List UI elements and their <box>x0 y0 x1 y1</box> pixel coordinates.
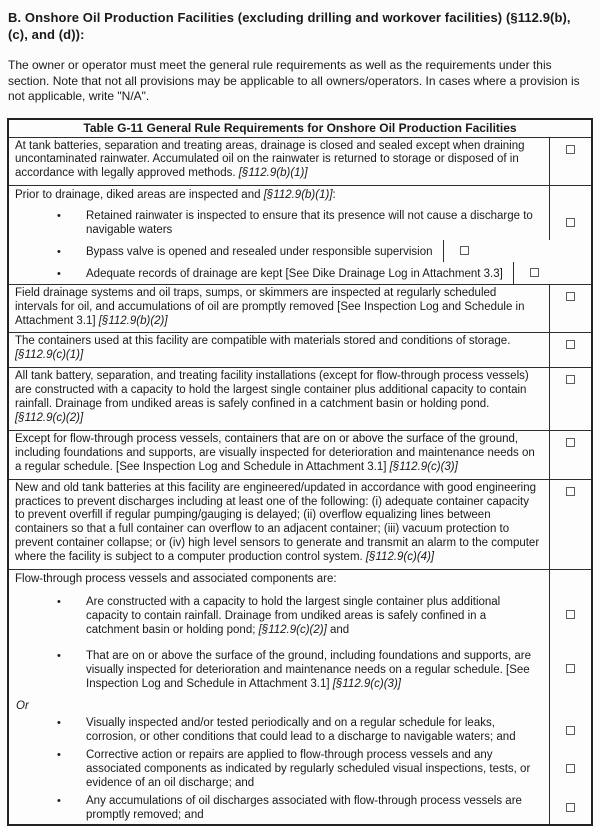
table-subrow <box>9 262 591 284</box>
checkbox-cell <box>549 792 591 824</box>
requirement-text: and <box>326 623 350 636</box>
requirement-checkbox[interactable] <box>460 246 469 255</box>
checkbox-cell <box>549 285 591 333</box>
checkbox-cell <box>549 588 591 642</box>
table-subrow <box>9 240 591 262</box>
requirement-intro <box>9 570 549 588</box>
table-subrow <box>9 186 591 204</box>
table-row <box>9 185 591 284</box>
requirement-cell <box>9 480 549 569</box>
requirement-checkbox[interactable] <box>566 610 575 619</box>
table-subrow <box>9 714 591 746</box>
table-subrow <box>9 695 591 714</box>
bullet-text <box>86 246 435 260</box>
requirement-text: Any accumulations of oil discharges associated with flow-through process vessels are promptly removed; and <box>86 794 522 821</box>
checkbox-cell <box>549 186 591 204</box>
or-label <box>9 695 549 714</box>
requirement-text: Field drainage systems and oil traps, sumps, or skimmers are inspected at regularly scheduled intervals for oil, and accumulations of oil are promptly removed [See Inspection Log and Schedule in Attachment 3.1] <box>15 286 525 327</box>
requirements-table-rows <box>9 138 591 824</box>
bullet-icon: • <box>57 595 61 608</box>
table-subrow <box>9 368 591 430</box>
requirement-checkbox[interactable] <box>566 340 575 349</box>
checkbox-cell <box>549 570 591 588</box>
requirement-checkbox[interactable] <box>566 218 575 227</box>
table-row <box>9 332 591 367</box>
bullet-icon: • <box>57 245 61 258</box>
requirement-cell <box>9 368 549 430</box>
requirement-cell <box>9 431 549 479</box>
table-subrow <box>9 480 591 569</box>
citation-text: [§112.9(c)(1)] <box>15 349 84 362</box>
checkbox-cell <box>549 714 591 746</box>
requirement-checkbox[interactable] <box>566 375 575 384</box>
citation-text: [§112.9(c)(2)] <box>15 412 84 424</box>
citation-text: [§112.9(c)(3)] <box>332 677 401 690</box>
table-row <box>9 430 591 479</box>
requirement-checkbox[interactable] <box>566 438 575 447</box>
bullet-text <box>86 596 541 638</box>
bullet-text <box>86 268 505 282</box>
table-subrow <box>9 204 591 240</box>
citation-text: [§112.9(c)(4)] <box>365 551 435 564</box>
citation-text: [§112.9(b)(1)] <box>263 189 333 202</box>
requirement-text: That are on or above the surface of the ground, including foundations and supports, are visually inspected for deterioration and maintenance needs on a regular schedule. [See Inspection Log and Schedule in Attachment 3.1] <box>86 649 531 690</box>
bullet-icon: • <box>57 267 61 280</box>
checkbox-cell <box>549 642 591 696</box>
citation-text: [§112.9(b)(2)] <box>98 314 168 327</box>
table-row <box>9 138 591 186</box>
bullet-text <box>86 749 541 791</box>
bullet-item <box>9 746 549 792</box>
bullet-icon: • <box>57 794 61 807</box>
requirement-text: Are constructed with a capacity to hold the largest single container plus additional capacity to contain rainfall. Drainage from undiked areas is safely confined in a catchment basin or holding pond; <box>86 595 501 636</box>
table-subrow <box>9 570 591 588</box>
bullet-text <box>86 210 541 238</box>
citation-text: [§112.9(c)(3)] <box>389 460 458 473</box>
requirement-text: Corrective action or repairs are applied to flow-through process vessels and any associated components as indicated by regularly scheduled visual inspections, tests, or evidence of an oil discharge; and <box>86 749 531 789</box>
checkbox-cell <box>549 204 591 240</box>
checkbox-cell <box>513 262 555 284</box>
bullet-text <box>86 650 541 692</box>
requirement-text: Prior to drainage, diked areas are inspected and <box>15 189 264 202</box>
requirement-checkbox[interactable] <box>566 292 575 301</box>
table-subrow <box>9 333 591 367</box>
checkbox-cell <box>549 368 591 430</box>
checkbox-cell <box>549 746 591 792</box>
citation-text: [§112.9(b)(1)] <box>238 167 308 180</box>
checkbox-cell <box>549 333 591 367</box>
table-subrow <box>9 588 591 642</box>
requirement-checkbox[interactable] <box>566 726 575 735</box>
table-subrow <box>9 285 591 333</box>
bullet-icon: • <box>57 749 61 762</box>
citation-text: Or <box>16 700 29 713</box>
checkbox-cell <box>549 695 591 714</box>
requirement-checkbox[interactable] <box>566 803 575 812</box>
requirement-text: Visually inspected and/or tested periodically and on a regular schedule for leaks, corrosion, or other conditions that could lead to a discharge to navigable waters; and <box>86 717 516 744</box>
requirement-text: New and old tank batteries at this facility are engineered/updated in accordance with good engineering practices to prevent discharges including at least one of the following: (i) adequate container capacity to prevent overfill if regular pumping/gauging is delayed; (ii) overflow equalizing lines between containers so that a full container can overflow to an adjacent container; (iii) vacuum protection to prevent container collapse; or (iv) high level sensors to generate and transmit an alarm to the computer where the facility is subject to a computer production control system. <box>15 481 540 564</box>
requirement-checkbox[interactable] <box>566 764 575 773</box>
bullet-icon: • <box>57 649 61 662</box>
bullet-item <box>9 240 443 262</box>
requirement-checkbox[interactable] <box>566 487 575 496</box>
table-title: Table G-11 General Rule Requirements for Onshore Oil Production Facilities <box>9 120 591 138</box>
table-row <box>9 479 591 569</box>
bullet-item <box>9 714 549 746</box>
requirement-checkbox[interactable] <box>566 145 575 154</box>
table-subrow <box>9 138 591 186</box>
table-row <box>9 569 591 824</box>
bullet-item <box>9 792 549 824</box>
table-subrow <box>9 431 591 479</box>
table-subrow <box>9 792 591 824</box>
bullet-text <box>86 795 541 823</box>
checkbox-cell <box>549 431 591 479</box>
requirement-text: The containers used at this facility are compatible with materials stored and conditions of storage. <box>15 335 511 348</box>
requirement-text: All tank battery, separation, and treating facility installations (except for flow-through process vessels) are constructed with a capacity to hold the largest single container plus additional capacity to contain rainfall. Drainage from undiked areas is safely confined in a catchment basin or holding pond. <box>15 370 529 411</box>
table-row <box>9 284 591 333</box>
bullet-item <box>9 588 549 642</box>
requirement-text: Retained rainwater is inspected to ensure that its presence will not cause a discharge to navigable waters <box>86 210 533 237</box>
checkbox-cell <box>443 240 485 262</box>
requirement-cell <box>9 285 549 333</box>
section-heading: B. Onshore Oil Production Facilities (excluding drilling and workover facilities) (§112.9(b), (c), and (d)): <box>8 10 571 42</box>
requirement-text: Except for flow-through process vessels, containers that are on or above the surface of the ground, including foundations and supports, are visually inspected for deterioration and maintenance needs on a regular schedule. [See Inspection Log and Schedule in Attachment 3.1] <box>15 432 535 473</box>
checkbox-cell <box>549 480 591 569</box>
requirement-intro <box>9 186 549 204</box>
requirement-text: Bypass valve is opened and resealed under responsible supervision <box>86 245 433 258</box>
requirement-cell <box>9 138 549 186</box>
bullet-item <box>9 262 513 284</box>
bullet-item <box>9 642 549 696</box>
requirements-table <box>7 118 593 826</box>
bullet-icon: • <box>57 717 61 730</box>
citation-text: [§112.9(c)(2)] <box>258 623 327 636</box>
requirement-checkbox[interactable] <box>566 664 575 673</box>
checkbox-cell <box>549 138 591 186</box>
table-row <box>9 367 591 430</box>
bullet-item <box>9 204 549 240</box>
requirement-checkbox[interactable] <box>530 268 539 277</box>
requirement-text: Flow-through process vessels and associated components are: <box>15 573 337 586</box>
requirement-cell <box>9 333 549 367</box>
requirement-text: Adequate records of drainage are kept [See Dike Drainage Log in Attachment 3.3] <box>86 267 503 280</box>
bullet-text <box>86 717 541 745</box>
table-subrow <box>9 642 591 696</box>
intro-paragraph: The owner or operator must meet the general rule requirements as well as the requirements under this section. Note that not all provisions may be applicable to all owners/operators. In cases where a provision is not applicable, write "N/A". <box>8 58 580 103</box>
table-subrow <box>9 746 591 792</box>
requirement-text: At tank batteries, separation and treating areas, drainage is closed and sealed except when draining uncontaminated rainwater. Accumulated oil on the rainwater is returned to storage or disposed of in accordance with legally approved methods. <box>15 139 525 180</box>
bullet-icon: • <box>57 210 61 223</box>
requirement-text: : <box>332 189 336 202</box>
